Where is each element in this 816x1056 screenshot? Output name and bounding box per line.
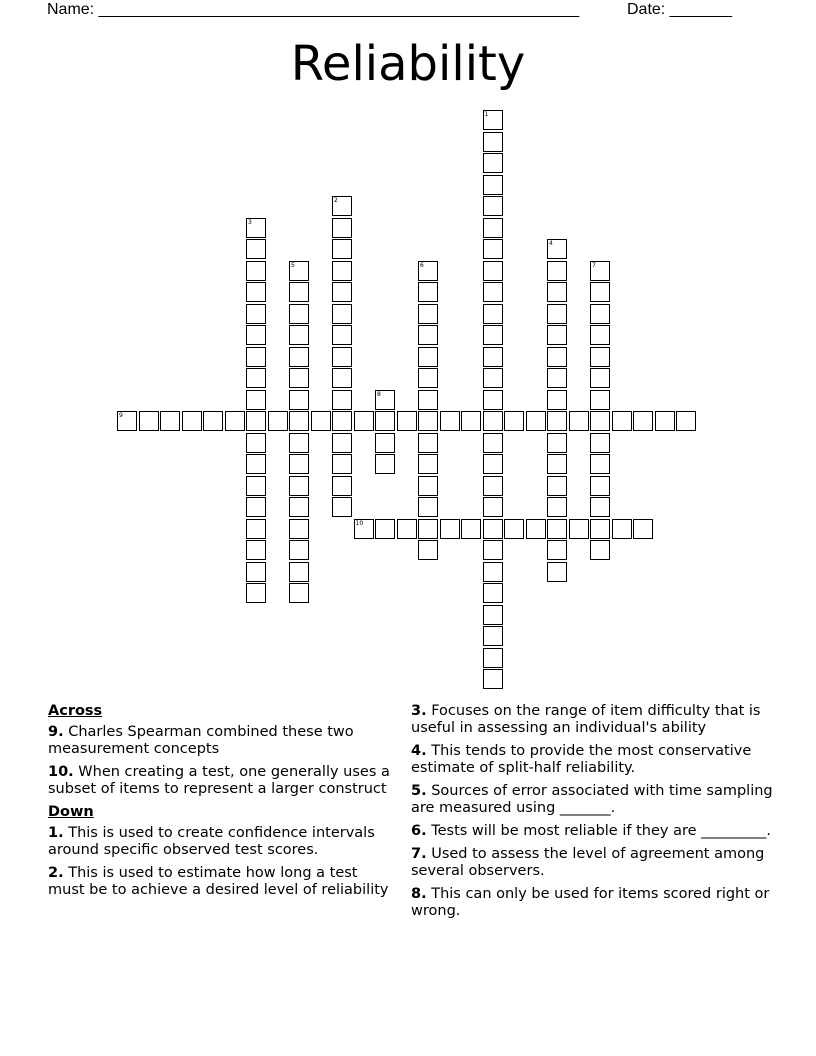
grid-cell[interactable]	[418, 347, 438, 367]
grid-cell[interactable]	[332, 476, 352, 496]
grid-cell[interactable]	[289, 282, 309, 302]
clue-number-label: 5	[291, 261, 295, 269]
grid-cell[interactable]	[483, 153, 503, 173]
clue-number-label: 10	[355, 519, 364, 527]
grid-cell[interactable]	[289, 583, 309, 603]
grid-cell[interactable]	[483, 454, 503, 474]
grid-cell[interactable]	[590, 433, 610, 453]
clue-number-label: 8	[377, 390, 381, 398]
clue-across-9	[48, 724, 398, 758]
grid-cell[interactable]	[332, 282, 352, 302]
grid-cell[interactable]	[246, 282, 266, 302]
clue-text: Tests will be most reliable if they are _________.	[431, 823, 771, 839]
grid-cell[interactable]	[483, 175, 503, 195]
grid-cell[interactable]	[461, 411, 481, 431]
grid-cell[interactable]	[418, 390, 438, 410]
grid-cell[interactable]	[289, 390, 309, 410]
page-title: Reliability	[290, 36, 526, 92]
clue-number: 3.	[411, 703, 427, 719]
grid-cell[interactable]	[289, 476, 309, 496]
clue-down-2	[48, 865, 398, 899]
clue-text: This is used to create confidence intervals around specific observed test scores.	[48, 825, 375, 858]
grid-cell[interactable]	[483, 411, 503, 431]
grid-cell[interactable]	[332, 239, 352, 259]
grid-cell[interactable]	[418, 433, 438, 453]
grid-cell[interactable]	[418, 519, 438, 539]
grid-cell[interactable]	[182, 411, 202, 431]
grid-cell[interactable]	[440, 411, 460, 431]
grid-cell[interactable]	[547, 411, 567, 431]
clue-down-8	[411, 886, 776, 920]
grid-cell[interactable]	[246, 368, 266, 388]
grid-cell[interactable]	[289, 454, 309, 474]
clue-number-label: 4	[549, 240, 553, 247]
grid-cell[interactable]	[483, 648, 503, 668]
grid-cell[interactable]	[590, 476, 610, 496]
grid-cell[interactable]	[311, 411, 331, 431]
grid-cell[interactable]	[483, 196, 503, 216]
grid-cell[interactable]	[418, 411, 438, 431]
grid-cell[interactable]	[504, 411, 524, 431]
clue-text: Focuses on the range of item difficulty that is useful in assessing an individual's ability	[411, 703, 761, 736]
grid-cell[interactable]	[332, 411, 352, 431]
date-field-label: Date: _______	[627, 1, 732, 18]
grid-cell[interactable]	[289, 304, 309, 324]
grid-cell[interactable]	[547, 476, 567, 496]
grid-cell[interactable]	[332, 390, 352, 410]
grid-cell[interactable]	[483, 282, 503, 302]
grid-cell[interactable]	[547, 325, 567, 345]
clue-across-10	[48, 764, 398, 798]
down-heading: Down	[48, 804, 94, 820]
across-heading: Across	[48, 703, 103, 719]
clue-down-4	[411, 743, 776, 777]
grid-cell[interactable]	[483, 605, 503, 625]
grid-cell[interactable]	[483, 669, 503, 689]
grid-cell[interactable]	[246, 476, 266, 496]
grid-cell[interactable]	[225, 411, 245, 431]
grid-cell[interactable]	[289, 325, 309, 345]
name-field-label: Name: ______________________________________________________	[47, 1, 580, 18]
grid-cell[interactable]	[547, 540, 567, 560]
grid-cell[interactable]	[483, 583, 503, 603]
grid-cell[interactable]	[612, 519, 632, 539]
grid-cell[interactable]	[440, 519, 460, 539]
grid-cell[interactable]	[332, 218, 352, 238]
grid-cell[interactable]	[332, 454, 352, 474]
grid-cell[interactable]	[483, 562, 503, 582]
grid-cell[interactable]	[246, 261, 266, 281]
grid-cell[interactable]	[418, 282, 438, 302]
clue-text: When creating a test, one generally uses a subset of items to represent a larger construct	[48, 764, 390, 797]
grid-cell[interactable]	[375, 519, 395, 539]
grid-cell[interactable]	[483, 390, 503, 410]
clue-down-1	[48, 825, 398, 859]
grid-cell[interactable]	[504, 519, 524, 539]
grid-cell[interactable]	[354, 411, 374, 431]
clue-number: 5.	[411, 783, 427, 799]
grid-cell[interactable]	[483, 626, 503, 646]
grid-cell[interactable]	[289, 433, 309, 453]
grid-cell[interactable]	[483, 476, 503, 496]
grid-cell[interactable]	[547, 519, 567, 539]
clue-number: 2.	[48, 865, 64, 881]
grid-cell[interactable]	[418, 476, 438, 496]
clue-number: 9.	[48, 724, 64, 740]
grid-cell[interactable]	[590, 390, 610, 410]
grid-cell[interactable]	[547, 562, 567, 582]
grid-cell[interactable]	[332, 304, 352, 324]
grid-cell[interactable]	[418, 540, 438, 560]
grid-cell[interactable]	[590, 282, 610, 302]
grid-cell[interactable]	[332, 347, 352, 367]
clue-number-label: 3	[248, 218, 252, 226]
grid-cell[interactable]	[547, 454, 567, 474]
grid-cell[interactable]	[246, 239, 266, 259]
grid-cell[interactable]	[483, 497, 503, 517]
grid-cell[interactable]	[332, 433, 352, 453]
grid-cell[interactable]	[289, 562, 309, 582]
grid-cell[interactable]	[483, 325, 503, 345]
clue-number-label: 9	[119, 412, 123, 419]
clue-text: This is used to estimate how long a test must be to achieve a desired level of reliability	[48, 865, 389, 898]
grid-cell[interactable]	[397, 519, 417, 539]
clue-text: Charles Spearman combined these two measurement concepts	[48, 724, 354, 757]
grid-cell[interactable]	[590, 347, 610, 367]
grid-cell[interactable]	[547, 261, 567, 281]
grid-cell[interactable]	[590, 411, 610, 431]
grid-cell[interactable]	[483, 540, 503, 560]
grid-cell[interactable]	[139, 411, 159, 431]
grid-cell[interactable]	[590, 519, 610, 539]
grid-cell[interactable]	[483, 261, 503, 281]
grid-cell[interactable]	[633, 411, 653, 431]
grid-cell[interactable]	[418, 497, 438, 517]
grid-cell[interactable]	[526, 411, 546, 431]
grid-cell[interactable]	[203, 411, 223, 431]
grid-cell[interactable]	[397, 411, 417, 431]
clue-number: 6.	[411, 823, 427, 839]
grid-cell[interactable]	[633, 519, 653, 539]
grid-cell[interactable]	[289, 519, 309, 539]
grid-cell[interactable]	[590, 304, 610, 324]
grid-cell[interactable]	[590, 454, 610, 474]
grid-cell[interactable]	[526, 519, 546, 539]
grid-cell[interactable]	[418, 454, 438, 474]
grid-cell[interactable]	[246, 454, 266, 474]
grid-cell[interactable]	[332, 261, 352, 281]
grid-cell[interactable]	[246, 325, 266, 345]
grid-cell[interactable]	[246, 347, 266, 367]
grid-cell[interactable]	[590, 540, 610, 560]
clues-left-column	[48, 703, 398, 905]
grid-cell[interactable]	[246, 519, 266, 539]
clue-number: 4.	[411, 743, 427, 759]
grid-cell[interactable]	[246, 390, 266, 410]
grid-cell[interactable]	[655, 411, 675, 431]
grid-cell[interactable]	[160, 411, 180, 431]
grid-cell[interactable]	[246, 433, 266, 453]
grid-cell[interactable]	[547, 282, 567, 302]
grid-cell[interactable]	[483, 433, 503, 453]
clue-text: This tends to provide the most conservative estimate of split-half reliability.	[411, 743, 752, 776]
clues-right-column	[411, 703, 776, 926]
clue-down-3	[411, 703, 776, 737]
grid-cell[interactable]	[375, 454, 395, 474]
clue-number-label: 6	[420, 261, 424, 269]
grid-cell[interactable]	[547, 497, 567, 517]
grid-cell[interactable]	[547, 390, 567, 410]
grid-cell[interactable]	[418, 325, 438, 345]
grid-cell[interactable]	[375, 411, 395, 431]
clue-text: This can only be used for items scored right or wrong.	[411, 886, 770, 919]
grid-cell[interactable]	[483, 304, 503, 324]
grid-cell[interactable]	[590, 368, 610, 388]
clue-text: Sources of error associated with time sampling are measured using _______.	[411, 783, 773, 816]
grid-cell[interactable]	[590, 497, 610, 517]
grid-cell[interactable]	[332, 325, 352, 345]
grid-cell[interactable]	[590, 325, 610, 345]
grid-cell[interactable]	[547, 433, 567, 453]
grid-cell[interactable]	[246, 540, 266, 560]
clue-text: Used to assess the level of agreement among several observers.	[411, 846, 765, 879]
clue-number-label: 1	[484, 111, 489, 118]
grid-cell[interactable]	[418, 304, 438, 324]
grid-cell[interactable]	[332, 368, 352, 388]
grid-cell[interactable]	[483, 519, 503, 539]
clue-number: 10.	[48, 764, 74, 780]
grid-cell[interactable]	[289, 540, 309, 560]
grid-cell[interactable]	[332, 497, 352, 517]
grid-cell[interactable]	[461, 519, 481, 539]
grid-cell[interactable]	[375, 433, 395, 453]
grid-cell[interactable]	[289, 497, 309, 517]
clue-down-5	[411, 783, 776, 817]
grid-cell[interactable]	[547, 304, 567, 324]
grid-cell[interactable]	[569, 519, 589, 539]
grid-cell[interactable]	[483, 218, 503, 238]
grid-cell[interactable]	[289, 368, 309, 388]
clue-number: 8.	[411, 886, 427, 902]
grid-cell[interactable]	[246, 583, 266, 603]
grid-cell[interactable]	[612, 411, 632, 431]
grid-cell[interactable]	[483, 239, 503, 259]
clue-down-7	[411, 846, 776, 880]
grid-cell[interactable]	[268, 411, 288, 431]
grid-cell[interactable]	[246, 497, 266, 517]
grid-cell[interactable]	[547, 347, 567, 367]
grid-cell[interactable]	[547, 368, 567, 388]
grid-cell[interactable]	[289, 347, 309, 367]
grid-cell[interactable]	[418, 368, 438, 388]
grid-cell[interactable]	[569, 411, 589, 431]
grid-cell[interactable]	[676, 411, 696, 431]
clue-down-6	[411, 823, 776, 840]
grid-cell[interactable]	[483, 368, 503, 388]
grid-cell[interactable]	[246, 562, 266, 582]
grid-cell[interactable]	[483, 347, 503, 367]
grid-cell[interactable]	[289, 411, 309, 431]
grid-cell[interactable]	[246, 411, 266, 431]
clue-number-label: 7	[592, 261, 596, 269]
grid-cell[interactable]	[483, 132, 503, 152]
clue-number: 1.	[48, 825, 64, 841]
clue-number-label: 2	[334, 197, 338, 204]
grid-cell[interactable]	[246, 304, 266, 324]
clue-number: 7.	[411, 846, 427, 862]
